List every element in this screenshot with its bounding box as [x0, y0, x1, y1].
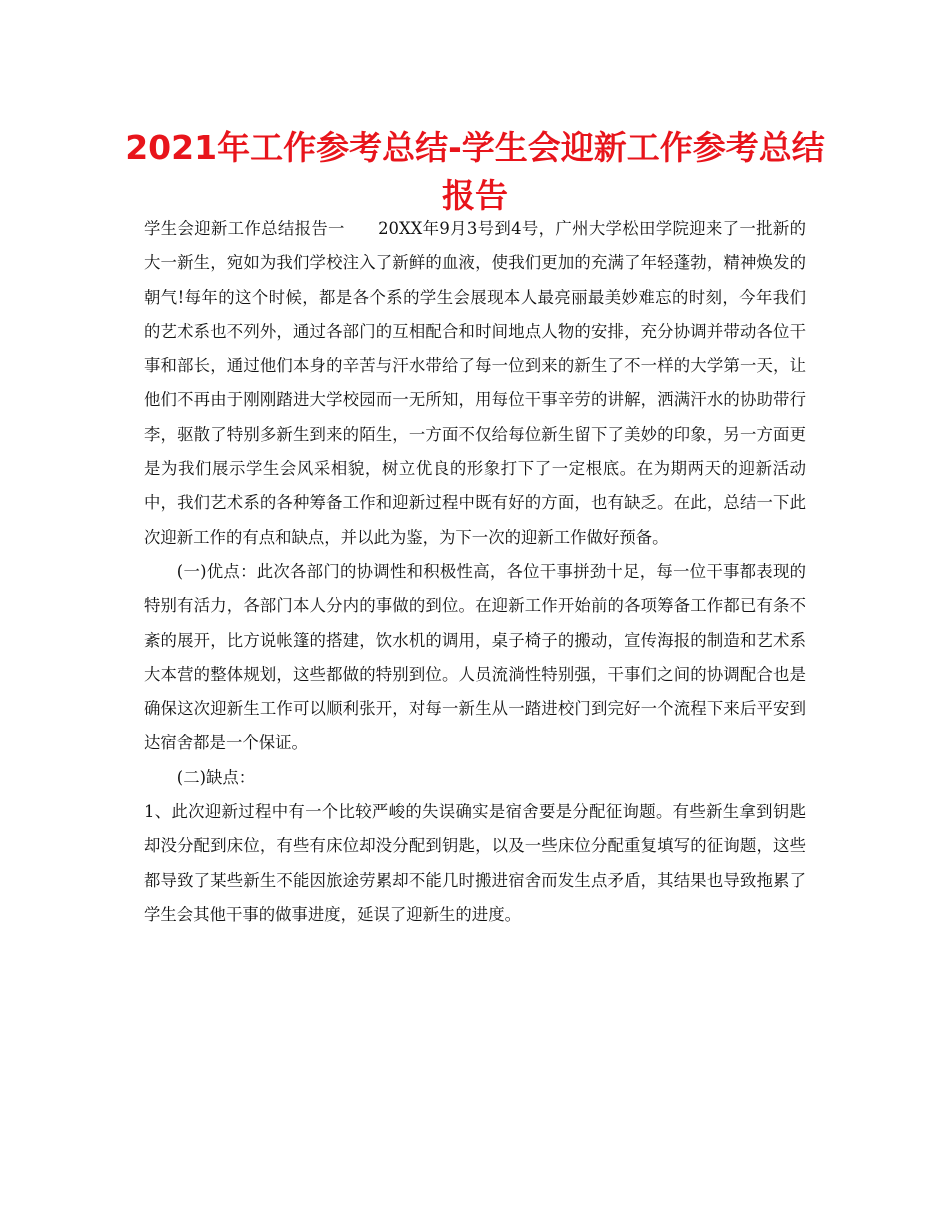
intro-paragraph [144, 212, 806, 555]
weaknesses-heading: (二)缺点： [176, 767, 256, 787]
intro-spacer [345, 219, 378, 238]
intro-text: 20XX年9月3号到4号，广州大学松田学院迎来了一批新的大一新生，宛如为我们学校注入了新鲜的血液，使我们更加的充满了年轻蓬勃，精神焕发的朝气!每年的这个时候，都是各个系的学生会展现本人最亮丽最美妙难忘的时刻，今年我们的艺术系也不列外，通过各部门的互相配合和时间地点人物的安排，充分协调并带动各位干事和部长，通过他们本身的辛苦与汗水带给了每一位到来的新生了不一样的大学第一天，让他们不再由于刚刚踏进大学校园而一无所知，用每位干事辛劳的讲解，洒满汗水的协助带行李，驱散了特别多新生到来的陌生，一方面不仅给每位新生留下了美妙的印象，另一方面更是为我们展示学生会风采相貌，树立优良的形象打下了一定根底。在为期两天的迎新活动中，我们艺术系的各种筹备工作和迎新过程中既有好的方面，也有缺乏。在此，总结一下此次迎新工作的有点和缺点，并以此为鉴，为下一次的迎新工作做好预备。 [144, 219, 806, 547]
intro-heading: 学生会迎新工作总结报告一 [144, 219, 345, 238]
document-body [144, 212, 806, 932]
document-title: 2021年工作参考总结-学生会迎新工作参考总结报告 [125, 128, 825, 215]
weakness-item-1: 1、此次迎新过程中有一个比较严峻的失误确实是宿舍要是分配征询题。有些新生拿到钥匙却没分配到床位，有些有床位却没分配到钥匙，以及一些床位分配重复填写的征询题，这些都导致了某些新生不能因旅途劳累却不能几时搬进宿舍而发生点矛盾，其结果也导致拖累了学生会其他干事的做事进度，延误了迎新生的进度。 [144, 802, 806, 924]
strengths-paragraph: (一)优点：此次各部门的协调性和积极性高，各位干事拼劲十足，每一位干事都表现的特别有活力，各部门本人分内的事做的到位。在迎新工作开始前的各项筹备工作都已有条不紊的展开，比方说帐篷的搭建，饮水机的调用，桌子椅子的搬动，宣传海报的制造和艺术系大本营的整体规划，这些都做的特别到位。人员流淌性特别强，干事们之间的协调配合也是确保这次迎新生工作可以顺利张开，对每一新生从一踏进校门到完好一个流程下来后平安到达宿舍都是一个保证。 [144, 561, 806, 753]
